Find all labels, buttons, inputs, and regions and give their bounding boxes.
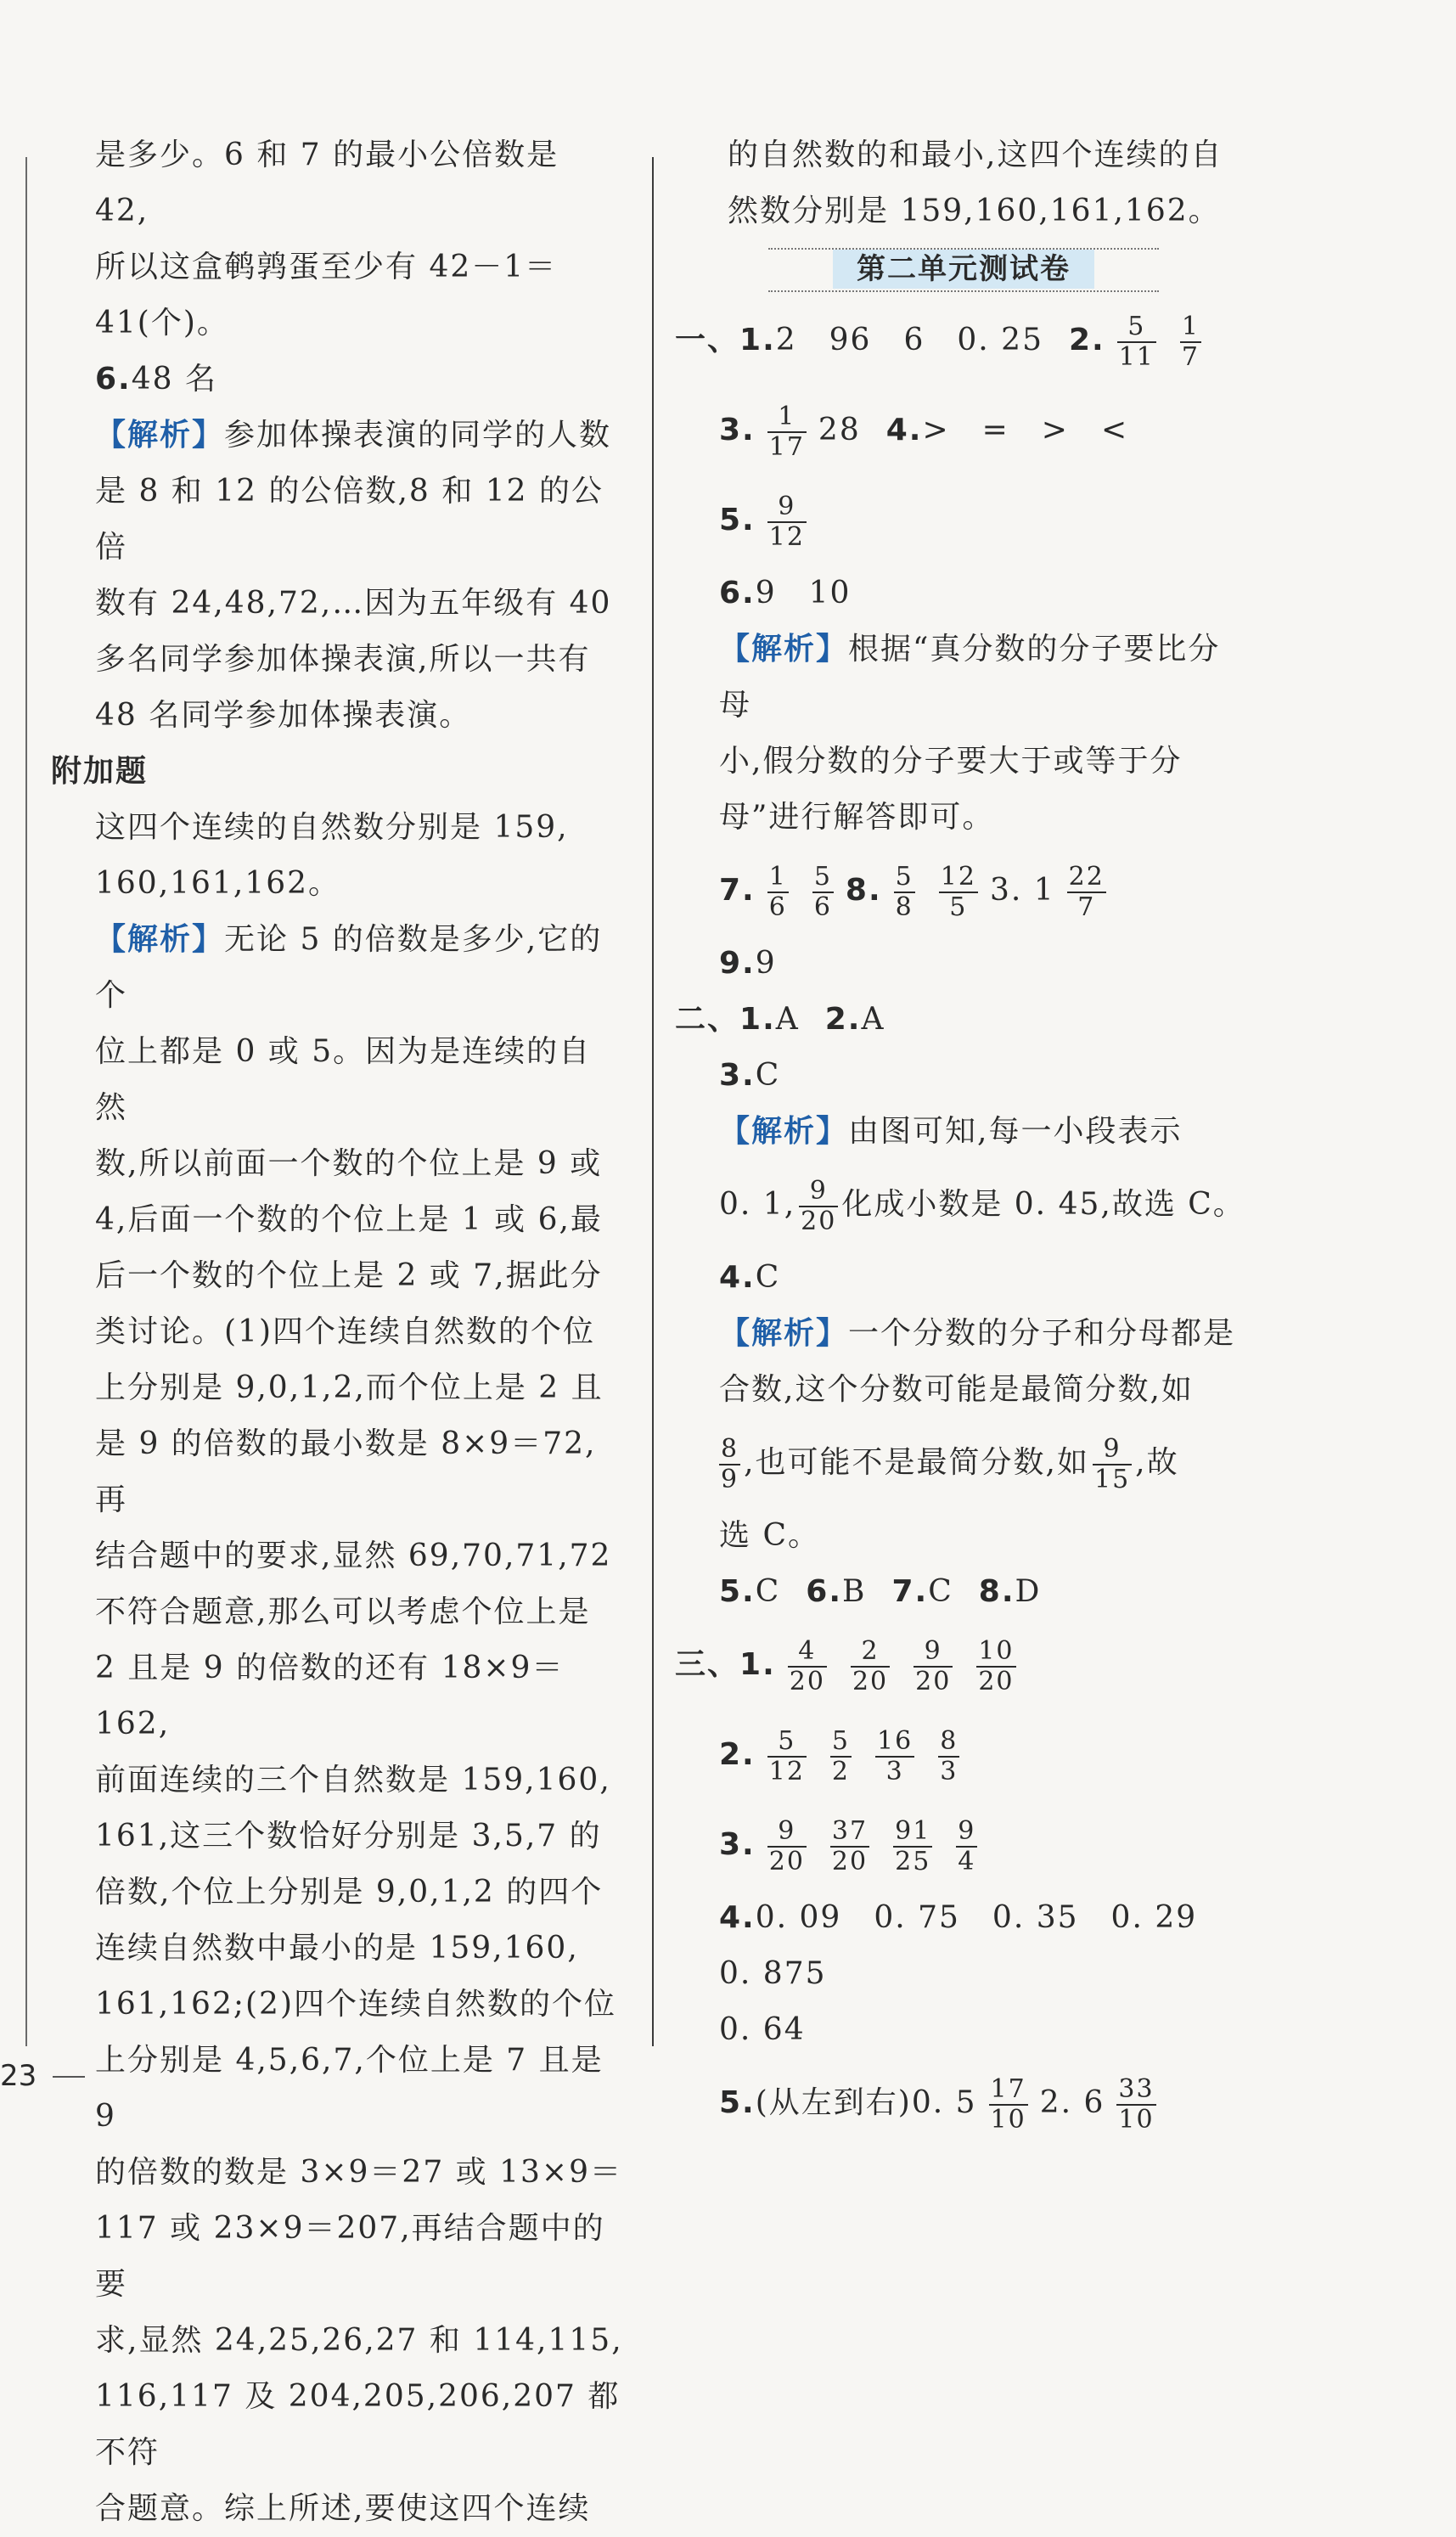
question-number: 1. [739, 1647, 776, 1682]
answer-text: C [928, 1574, 953, 1609]
numerator: 4 [788, 1637, 827, 1668]
numerator: 17 [990, 2074, 1026, 2104]
numerator: 1 [768, 862, 787, 892]
denominator: 17 [768, 432, 805, 462]
text-line: 的倍数的数是 3×9＝27 或 13×9＝ [95, 2155, 622, 2190]
question-number: 1. [739, 1002, 776, 1037]
numerator: 1 [767, 402, 807, 433]
text-line: 是多少。6 和 7 的最小公倍数是 42, [95, 138, 559, 228]
text-line: 上分别是 9,0,1,2,而个位上是 2 且 [95, 1370, 604, 1405]
q6-answer-line [95, 352, 623, 408]
answer-text: D [1015, 1574, 1042, 1609]
fraction [1117, 312, 1156, 372]
answer-text: 28 [818, 413, 861, 447]
answer-text: 3. 1 [989, 873, 1055, 908]
fraction [788, 1637, 827, 1696]
text-line: 的自然数的和最小,这四个连续的自 [728, 138, 1223, 172]
question-number: 2. [824, 1002, 862, 1037]
numerator: 2 [851, 1637, 890, 1668]
text-line: 是 8 和 12 的公倍数,8 和 12 的公倍 [95, 474, 604, 565]
right-column [675, 127, 1252, 2148]
text-line: 0. 64 [719, 2012, 806, 2047]
numerator: 9 [767, 1817, 807, 1848]
explanation-line [95, 912, 623, 1024]
text-line: 160,161,162。 [95, 866, 341, 901]
fraction [939, 863, 978, 922]
denominator: 10 [1118, 2105, 1155, 2135]
explanation-line [675, 1306, 1252, 1362]
part-label: 二、 [675, 1002, 740, 1037]
denominator: 11 [1118, 342, 1155, 372]
text-line: 48 名同学参加体操表演。 [95, 698, 472, 733]
answer-text: 9 [755, 946, 777, 981]
question-number: 1. [739, 323, 776, 357]
answer-text: 9 10 [755, 576, 852, 610]
text-line: ,故 [1135, 1445, 1179, 1480]
question-number: 6. [806, 1574, 843, 1609]
fraction [875, 1727, 914, 1786]
text-line: 不符合题意,那么可以考虑个位上是 [95, 1595, 591, 1629]
text-line: 类讨论。(1)四个连续自然数的个位 [95, 1314, 595, 1349]
text-line: 116,117 及 204,205,206,207 都不符 [95, 2379, 621, 2470]
question-number: 6. [95, 362, 132, 397]
numerator: 5 [895, 862, 914, 892]
dotted-rule [768, 290, 1159, 292]
answer-line [675, 1890, 1252, 2002]
question-number: 2. [719, 1737, 756, 1772]
fraction [1116, 2075, 1155, 2135]
text-line: 母”进行解答即可。 [719, 800, 995, 835]
text-line: 结合题中的要求,显然 69,70,71,72 [95, 1539, 612, 1573]
answer-text: 2. 6 [1039, 2085, 1105, 2120]
question-number: 4. [719, 1260, 756, 1295]
numerator: 9 [767, 492, 807, 523]
answer-text: C [755, 1260, 781, 1295]
question-number: 2. [1068, 323, 1105, 357]
denominator: 6 [813, 892, 832, 922]
answer-text: 0. 09 0. 75 0. 35 0. 29 0. 875 [719, 1900, 1230, 1991]
analysis-tag: 【解析】 [719, 1316, 849, 1351]
question-number: 3. [719, 413, 756, 447]
text-line: 合数,这个分数可能是最简分数,如 [719, 1372, 1194, 1407]
text-line: 数有 24,48,72,…因为五年级有 40 [95, 586, 612, 621]
fraction [767, 492, 807, 552]
denominator: 20 [978, 1667, 1015, 1696]
text-line: 161,这三个数恰好分别是 3,5,7 的 [95, 1819, 602, 1854]
numerator: 16 [877, 1726, 914, 1756]
numerator: 9 [958, 1816, 976, 1846]
text-line: 参加体操表演的同学的人数 [224, 418, 612, 453]
answer-line [675, 1048, 1252, 1104]
numerator: 10 [978, 1636, 1015, 1666]
dotted-rule [768, 248, 1159, 250]
denominator: 9 [721, 1465, 739, 1494]
text-line: 是 9 的倍数的最小数是 8×9＝72,再 [95, 1426, 597, 1517]
denominator: 15 [1093, 1465, 1131, 1494]
denominator: 20 [768, 1847, 805, 1876]
text-line: 117 或 23×9＝207,再结合题中的要 [95, 2211, 605, 2302]
denominator: 8 [895, 892, 914, 922]
denominator: 10 [990, 2105, 1026, 2135]
text-line: 然数分别是 159,160,161,162。 [728, 194, 1221, 228]
text-line: 2 且是 9 的倍数的还有 18×9＝162, [95, 1651, 565, 1741]
denominator: 20 [801, 1207, 837, 1236]
text-line: 后一个数的个位上是 2 或 7,据此分 [95, 1258, 603, 1293]
answer-text: A [861, 1002, 885, 1037]
text-line: 这四个连续的自然数分别是 159, [95, 810, 569, 845]
denominator: 12 [768, 522, 805, 552]
fraction [938, 1727, 959, 1786]
section-title-label: 第二单元测试卷 [833, 250, 1094, 289]
answer-text: A [775, 1002, 800, 1037]
numerator: 91 [895, 1816, 931, 1846]
denominator: 20 [915, 1667, 952, 1696]
text-line: 无论 5 的倍数是多少,它的个 [95, 922, 603, 1013]
fraction [914, 1637, 953, 1696]
fraction [812, 863, 834, 922]
analysis-tag: 【解析】 [95, 922, 225, 957]
fraction [956, 1817, 977, 1876]
text-line: 合题意。综上所述,要使这四个连续 [95, 2491, 591, 2526]
text-line: 选 C。 [719, 1518, 820, 1553]
denominator: 20 [831, 1847, 869, 1876]
text-line: 小,假分数的分子要大于或等于分 [719, 744, 1183, 779]
text-line: 前面连续的三个自然数是 159,160, [95, 1763, 611, 1797]
explanation-line [675, 1418, 1252, 1508]
text-line: 0. 1, [719, 1187, 796, 1222]
numerator: 1 [1181, 312, 1200, 341]
text-line: 161,162;(2)四个连续自然数的个位 [95, 1987, 616, 2022]
question-number: 3. [719, 1827, 756, 1862]
numerator: 5 [831, 1726, 851, 1756]
numerator: 9 [799, 1177, 838, 1207]
fraction [799, 1177, 838, 1236]
fraction [1067, 863, 1106, 922]
denominator: 7 [1181, 342, 1200, 372]
answer-text: C [755, 1574, 781, 1609]
denominator: 3 [940, 1757, 958, 1786]
numerator: 12 [940, 862, 976, 892]
extra-question-title: 附加题 [51, 754, 149, 789]
numerator: 5 [1117, 312, 1156, 343]
question-number: 4. [719, 1900, 756, 1935]
numerator: 5 [767, 1727, 807, 1758]
question-number: 7. [719, 873, 756, 908]
text-line: 根据“真分数的分子要比分母 [719, 632, 1221, 723]
answer-line [675, 846, 1252, 936]
denominator: 7 [1077, 892, 1096, 922]
fraction [830, 1727, 852, 1786]
text-line: 由图可知,每一小段表示 [848, 1114, 1183, 1149]
answer-text: 2 96 6 0. 25 [775, 323, 1043, 357]
left-margin-rule [25, 157, 27, 2046]
answer-line [675, 1564, 1252, 1620]
answer-text: (从左到右)0. 5 [755, 2085, 977, 2120]
text-line: 位上都是 0 或 5。因为是连续的自然 [95, 1034, 592, 1125]
fraction [767, 863, 789, 922]
question-number: 8. [845, 873, 882, 908]
explanation-line [675, 622, 1252, 734]
denominator: 6 [768, 892, 787, 922]
answer-line [675, 1800, 1252, 1890]
denominator: 4 [958, 1847, 976, 1876]
section-title [675, 239, 1252, 295]
page-number-rule [53, 2076, 85, 2078]
question-number: 3. [719, 1058, 756, 1093]
denominator: 20 [789, 1667, 825, 1696]
answer-line [675, 565, 1252, 622]
text-line: 连续自然数中最小的是 159,160, [95, 1931, 579, 1966]
answer-line [675, 1620, 1252, 1710]
question-number: 8. [978, 1574, 1015, 1609]
fraction [894, 863, 915, 922]
part-label: 三、 [675, 1647, 740, 1682]
answer-line [675, 475, 1252, 565]
text-line: 化成小数是 0. 45,故选 C。 [841, 1187, 1245, 1222]
answer-line [675, 1710, 1252, 1800]
fraction [893, 1817, 932, 1876]
question-number: 9. [719, 946, 756, 981]
fraction [767, 1817, 807, 1876]
numerator: 8 [940, 1726, 958, 1756]
text-line: 数,所以前面一个数的个位上是 9 或 [95, 1146, 603, 1181]
answer-text: > = > < [922, 413, 1129, 447]
text-line: 4,后面一个数的个位上是 1 或 6,最 [95, 1202, 603, 1237]
fraction [719, 1435, 740, 1494]
answer-line [675, 992, 1252, 1048]
text-line: 多名同学参加体操表演,所以一共有 [95, 642, 591, 677]
analysis-tag: 【解析】 [719, 1114, 849, 1149]
numerator: 5 [813, 862, 832, 892]
text-line: 倍数,个位上分别是 9,0,1,2 的四个 [95, 1875, 604, 1910]
fraction [767, 402, 807, 462]
fraction [1093, 1435, 1132, 1494]
text-line: 所以这盒鹌鹑蛋至少有 42－1＝ [95, 250, 558, 284]
denominator: 5 [949, 892, 968, 922]
answer-line [675, 385, 1252, 475]
question-number: 5. [719, 503, 756, 537]
fraction [767, 1727, 807, 1786]
numerator: 33 [1118, 2074, 1155, 2104]
text-line: 求,显然 24,25,26,27 和 114,115, [95, 2323, 623, 2358]
text-line: 上分别是 4,5,6,7,个位上是 7 且是 9 [95, 2043, 604, 2134]
question-number: 4. [885, 413, 923, 447]
fraction [830, 1817, 869, 1876]
denominator: 2 [831, 1757, 851, 1786]
numerator: 37 [831, 1816, 869, 1846]
text-line: ,也可能不是最简分数,如 [744, 1445, 1089, 1480]
answer-text: B [842, 1574, 867, 1609]
text-line: 一个分数的分子和分母都是 [848, 1316, 1236, 1351]
page-number: 23 [0, 2059, 37, 2093]
part-label: 一、 [675, 323, 740, 357]
denominator: 25 [895, 1847, 931, 1876]
answer-text: C [755, 1058, 781, 1093]
fraction [1180, 312, 1201, 372]
denominator: 3 [885, 1757, 904, 1786]
numerator: 9 [914, 1637, 953, 1668]
explanation-line [675, 1104, 1252, 1160]
analysis-tag: 【解析】 [95, 418, 225, 453]
question-number: 5. [719, 1574, 756, 1609]
fraction [989, 2075, 1028, 2135]
answer-line [675, 2058, 1252, 2148]
question-number: 5. [719, 2085, 756, 2120]
numerator: 8 [721, 1434, 739, 1464]
answer-line [675, 1250, 1252, 1306]
numerator: 22 [1068, 862, 1105, 892]
answer-text: 48 名 [131, 362, 217, 397]
column-divider [652, 157, 654, 2046]
denominator: 12 [768, 1757, 805, 1786]
left-column [51, 127, 623, 2537]
answer-line [675, 936, 1252, 992]
text-line: 41(个)。 [95, 306, 229, 340]
answer-line [675, 295, 1252, 385]
explanation-line [95, 408, 623, 464]
fraction [976, 1637, 1015, 1696]
analysis-tag: 【解析】 [719, 632, 849, 667]
numerator: 9 [1093, 1435, 1132, 1465]
question-number: 7. [891, 1574, 929, 1609]
denominator: 20 [852, 1667, 889, 1696]
question-number: 6. [719, 576, 756, 610]
fraction [851, 1637, 890, 1696]
explanation-line [675, 1160, 1252, 1250]
